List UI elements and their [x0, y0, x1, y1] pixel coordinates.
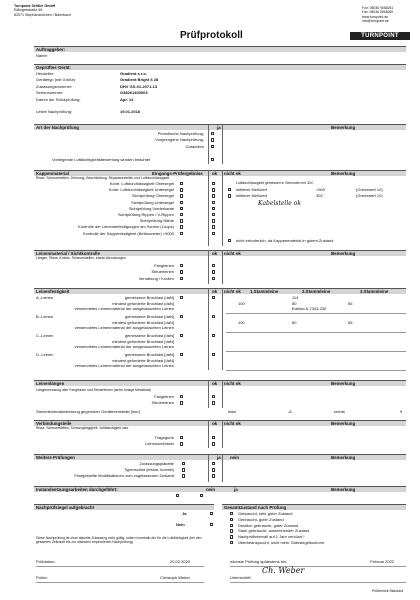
- checkbox-ok[interactable]: [180, 401, 183, 404]
- device-label: Gerätetyp (mit Größe):: [36, 77, 77, 83]
- nachpruefung-item: Gutachten: [185, 143, 204, 149]
- last-check-value: 19.01.2018: [120, 109, 141, 114]
- strength-value: 80: [292, 319, 297, 325]
- leinen-item: Vernähung / Knoten: [138, 275, 174, 281]
- condition-item: Überbeansprucht, nicht mehr Gütesiegelkonform: [238, 540, 325, 545]
- pruefer-label: Prüfer:: [36, 575, 49, 580]
- date-value: 20.02.2020: [170, 559, 191, 564]
- checkbox-ok[interactable]: [180, 182, 183, 185]
- strength-row-label: verwendetes Leinenmaterial der ausgetauschten Leinen: [74, 306, 174, 312]
- siegel-nein-label: Nein: [176, 522, 185, 527]
- strength-row-label: mindest geforderte Bruchlast [daN]: [112, 300, 174, 306]
- checkbox-condition[interactable]: [230, 524, 233, 527]
- section-header-laengen: Leinenlängen ok nicht ok Bemerkung: [34, 380, 406, 386]
- checkbox-nicht-ok[interactable]: [212, 201, 215, 204]
- checkbox-ok[interactable]: [180, 201, 183, 204]
- strength-row-label: mindest geforderte Bruchlast [daN]: [112, 338, 174, 344]
- contact-mail: info@turnpoint.de: [362, 19, 389, 24]
- name-label: Name:: [36, 53, 48, 58]
- pruefer-value: Christoph Weber: [160, 575, 190, 580]
- checkbox-nicht-ok[interactable]: [212, 315, 215, 318]
- checkbox-nicht-ok[interactable]: [212, 277, 215, 280]
- checkbox-nicht-ok[interactable]: [212, 264, 215, 267]
- divider: [222, 380, 223, 408]
- strength-value: 65: [348, 319, 353, 325]
- kappen-sub: Risse, Scheuerstellen, Dehnung, Beschichtung, Reparaturstellen und Luftdurchlässigkeit: [36, 176, 170, 180]
- checkbox-ok[interactable]: [180, 315, 183, 318]
- checkbox-ok[interactable]: [180, 264, 183, 267]
- device-label: Zulassungsnummer:: [36, 83, 73, 89]
- divider: [208, 170, 209, 246]
- condition-item: Nachprüfintervall auf 1 Jahr verkürzt !: [238, 534, 305, 540]
- strength-row-label: verwendetes Leinenmaterial der ausgetauschten Leinen: [74, 344, 174, 350]
- divider: [208, 420, 209, 448]
- checkbox-nicht-ok[interactable]: [212, 219, 215, 222]
- divider: [208, 250, 209, 284]
- strength-row-label: mindest geforderte Bruchlast [daN]: [112, 319, 174, 325]
- mess1-limit: (Grenzwert 10): [356, 187, 383, 192]
- section-header-weitere: Weitere Prüfungen ja nein Bemerkung: [34, 454, 406, 460]
- condition-item: Gebraucht, sehr guter Zustand: [238, 511, 293, 516]
- company-city: 83071 Stephanskirchen / Baierbach: [14, 12, 71, 17]
- divider: [36, 566, 204, 567]
- divider: [208, 380, 209, 408]
- leinen-sub: Längen, Risse, Knicke, Scheuerstellen, starke Abnutzungen: [36, 256, 126, 260]
- condition-item: Stark gebraucht, ausreichender Zustand: [238, 528, 310, 534]
- checkbox-messwert[interactable]: [228, 188, 231, 191]
- kappen-note-bottom: nicht erforderlich, da Kappenmaterial in gutem Zustand: [236, 238, 334, 243]
- checkbox-nicht-erforderlich[interactable]: [228, 239, 231, 242]
- mess2-limit: (Grenzwert 10): [356, 193, 383, 198]
- strength-value: 100: [238, 300, 245, 306]
- checkbox-ok[interactable]: [180, 296, 183, 299]
- checkbox-ok[interactable]: [180, 225, 183, 228]
- divider: [36, 582, 204, 583]
- checkbox-siegel-nein[interactable]: [210, 523, 213, 526]
- checkbox-condition[interactable]: [230, 541, 233, 544]
- line-group-label: A.-Leinen: [36, 295, 54, 300]
- contact-fon: Fon: 08036 9068261: [362, 6, 394, 10]
- checkbox-instand-nein[interactable]: [176, 494, 179, 497]
- section-header-verbind: Verbindungsteile ok nicht ok Bemerkung: [34, 420, 406, 426]
- divider: [222, 288, 223, 370]
- checkbox-ok[interactable]: [180, 232, 183, 235]
- checkbox-nicht-ok[interactable]: [212, 436, 215, 439]
- verbind-item: Tragegurte: [154, 435, 174, 440]
- links-value: -8: [288, 409, 292, 414]
- checkbox-nicht-ok[interactable]: [212, 442, 215, 445]
- checkbox-ok[interactable]: [180, 207, 183, 210]
- checkbox-ja[interactable]: [182, 474, 185, 477]
- device-value: Gradient Bright 6 28: [120, 77, 159, 83]
- strength-value: 114: [292, 295, 299, 300]
- company-name: Turnpoint Seiltier GmbH: [14, 4, 56, 8]
- checkbox-nein[interactable]: [212, 468, 215, 471]
- device-label: Hersteller:: [36, 71, 55, 76]
- device-value: Gradient s.r.o.: [120, 71, 147, 76]
- divider: [226, 313, 406, 314]
- checkbox-ok[interactable]: [180, 213, 183, 216]
- checkbox-condition[interactable]: [230, 512, 233, 515]
- section-header-geraet: Geprüftes Gerät:: [34, 64, 406, 70]
- next-value: Februar 2022: [370, 559, 395, 564]
- kappen-note-head: Luftdurchlässigkeit gemessen in Sekunden mit JDC: [236, 181, 314, 185]
- stamp-note: Prüfbericht Standard: [372, 589, 404, 593]
- section-header-gesamtzustand: Gesamtzustand nach Prüfung: [222, 504, 406, 510]
- kappen-item: Kontrolle der Leinenbefestigungen am Schirm (Loops): [78, 224, 174, 230]
- mess1-value: >500: [316, 187, 326, 192]
- checkbox-nicht-ok[interactable]: [212, 207, 215, 210]
- divider: [230, 566, 406, 567]
- section-header-nachpruefung: Art der Nachprüfung ja Bemerkung: [34, 124, 406, 130]
- checkbox-ok[interactable]: [180, 194, 183, 197]
- strength-row-label: gemessene Bruchlast [daN]: [124, 333, 174, 338]
- checkbox-ok[interactable]: [180, 270, 183, 273]
- checkbox-nicht-ok[interactable]: [212, 270, 215, 273]
- contact-web: www.turnpoint.de: [362, 14, 389, 19]
- divider: [230, 582, 406, 583]
- checkbox-nachpruefung[interactable]: [211, 138, 214, 141]
- kappen-item: Sichtprüfung Rippen / V-Rippen: [117, 212, 174, 217]
- sign-label: Unterschrift:: [230, 575, 252, 580]
- checkbox-ok[interactable]: [180, 188, 183, 191]
- page-title: Prüfprotokoll: [180, 30, 243, 41]
- divider: [226, 332, 406, 333]
- device-label: Seriennummer:: [36, 90, 64, 96]
- checkbox-ok[interactable]: [180, 436, 183, 439]
- divider: [222, 124, 223, 164]
- checkbox-nicht-ok[interactable]: [212, 232, 215, 235]
- divider: [208, 124, 209, 164]
- device-value: DHV GS-01-2071-13: [120, 83, 158, 89]
- strength-value: 65: [348, 300, 353, 306]
- turnpoint-logo: TURNPOINT: [350, 32, 410, 40]
- verbind-item: Leinenschlösser: [145, 441, 174, 447]
- strength-row-label: verwendetes Leinenmaterial der ausgetauschten Leinen: [74, 363, 174, 369]
- strength-row-label: mindest geforderte Bruchlast [daN]: [112, 357, 174, 363]
- kappen-item: Kontrolle der Kappenfestigkeit (Bettsometer) >9000: [82, 230, 174, 236]
- mess2-value: 302: [316, 193, 323, 198]
- checkbox-nicht-ok[interactable]: [212, 213, 215, 216]
- device-label: Datum der Stückprüfung:: [36, 96, 81, 102]
- checkbox-ja[interactable]: [182, 462, 185, 465]
- checkbox-nein[interactable]: [212, 462, 215, 465]
- siegel-note: Diese Nachprüfung ist ohne aktuelle Zulassung nicht gültig, sofern innerhalb der für die Luftdichtigkeit (bei den gesamten Zeitraum bis zur nächsten empfohlenen Nachprüfung): [36, 536, 202, 545]
- divider: [222, 170, 223, 246]
- checkbox-ok[interactable]: [180, 353, 183, 356]
- checkbox-nicht-ok[interactable]: [212, 225, 215, 228]
- laengen-sub: Längenmessung aller Fangleinen und Steuerleinen (siehe Anlage Messblatt): [36, 388, 151, 392]
- handwritten-note: Kabelstelle ok: [258, 200, 301, 207]
- checkbox-nicht-ok[interactable]: [212, 182, 215, 185]
- condition-item: Deutlich gebraucht, guter Zustand: [238, 522, 299, 528]
- checkbox-nicht-ok[interactable]: [212, 353, 215, 356]
- weitere-item: Zulassungsplakette: [139, 461, 174, 466]
- company-block: [14, 4, 71, 17]
- divider: [208, 288, 209, 370]
- divider: [222, 420, 223, 448]
- contact-block: [362, 6, 393, 24]
- strength-row-label: verwendetes Leinenmaterial der ausgetauschten Leinen: [74, 325, 174, 331]
- divider: [208, 454, 209, 482]
- section-header-instand: Instandsetzungsarbeiten durchgeführt: nein ja Bemerkung: [34, 486, 406, 492]
- checkbox-condition[interactable]: [230, 529, 233, 532]
- checkbox-note[interactable]: [211, 158, 214, 161]
- checkbox-ok[interactable]: [180, 334, 183, 337]
- signature: Ch. Weber: [262, 566, 305, 575]
- strength-value: 80: [292, 300, 297, 306]
- contact-fax: Fax: 08036 9068260: [362, 10, 394, 15]
- leinen-item: Fangleinen: [154, 263, 174, 268]
- checkbox-nicht-ok[interactable]: [212, 401, 215, 404]
- next-label: nächste Prüfung spätestens bis:: [230, 559, 287, 564]
- leinen-item: Steuerleinen: [151, 269, 174, 275]
- checkbox-ok[interactable]: [180, 395, 183, 398]
- section-header-siegel: Nachprüfsiegel aufgebracht: [34, 504, 214, 510]
- checkbox-nachpruefung[interactable]: [211, 145, 214, 148]
- section-header-kappen: Kappenmaterial Eingangs-Prüfergebniss ok nicht ok Bemerkung: [34, 170, 406, 176]
- weitere-item: Typenschild (lesbar, korrekt): [123, 467, 174, 473]
- kappen-item: Sichtprüfung Untersegel: [131, 199, 174, 205]
- checkbox-nicht-ok[interactable]: [212, 188, 215, 191]
- strength-value: Edelrid A-7343-230: [292, 306, 327, 312]
- diff-label: Steuerleinenabweichung gegenüber Geräteeinmblatt [mm]: [36, 409, 140, 414]
- checkbox-messwert[interactable]: [228, 194, 231, 197]
- checkbox-ja[interactable]: [182, 468, 185, 471]
- strength-row-label: gemessene Bruchlast [daN]: [124, 295, 174, 300]
- line-group-label: D.-Leinen: [36, 352, 54, 357]
- strength-row-label: gemessene Bruchlast [daN]: [124, 314, 174, 319]
- verbind-sub: Risse, Scheuerstellen, Schwergängigkeit, Vollständigkeit usw.: [36, 426, 129, 430]
- divider: [222, 250, 223, 284]
- condition-item: Gebraucht, guter Zustand: [238, 516, 284, 522]
- checkbox-ok[interactable]: [180, 442, 183, 445]
- checkbox-nachpruefung[interactable]: [211, 132, 214, 135]
- divider: [226, 370, 406, 371]
- divider: [222, 454, 223, 482]
- kappen-item: Kontr. Luftdurchlässigkeit Obersegel: [109, 181, 174, 186]
- company-street: Edlingerstraße 69: [14, 8, 43, 13]
- checkbox-nicht-ok[interactable]: [212, 395, 215, 398]
- kappen-item: Sichtprüfung Vorderkante: [128, 205, 174, 211]
- checkbox-condition[interactable]: [230, 518, 233, 521]
- laengen-item: Steuerleinen: [151, 400, 174, 406]
- device-value: G38261403003: [120, 90, 148, 96]
- date-label: Prüfdatum:: [36, 559, 56, 564]
- rechts-label: rechts: [334, 409, 345, 414]
- nachpruefung-note: Vorliegende Luftdichtigkeitsbewertung wurden beachtet: [52, 157, 151, 162]
- checkbox-nein[interactable]: [212, 474, 215, 477]
- rechts-value: 9: [400, 409, 403, 414]
- line-group-label: C.-Leinen: [36, 333, 54, 338]
- weitere-item: Festgestellte Modifikationen zum zugelassenen Zustand: [74, 473, 174, 479]
- section-header-auftraggeber: Auftraggeber:: [34, 46, 406, 52]
- checkbox-ok[interactable]: [180, 219, 183, 222]
- siegel-ja-label: Ja: [182, 511, 187, 516]
- laengen-item: Fangleinen: [154, 394, 174, 399]
- kappen-item: Sichtprüfung Nähte: [139, 218, 174, 224]
- checkbox-siegel-ja[interactable]: [210, 512, 213, 515]
- divider: [226, 351, 406, 352]
- section-header-leinen: Leinenmaterial / Sichtkontrolle ok nicht ok Bemerkung: [34, 250, 406, 256]
- device-value: Apr. 14: [120, 96, 134, 102]
- checkbox-instand-ja[interactable]: [200, 494, 203, 497]
- strength-value: 100: [238, 319, 245, 325]
- checkbox-nicht-ok[interactable]: [212, 194, 215, 197]
- nachpruefung-item: Vorgezogene Nachprüfung:: [155, 137, 204, 143]
- nachpruefung-item: Periodische-Nachprüfung:: [157, 131, 204, 136]
- kappen-item: Kontr. Luftdurchlässigkeit Untersegel: [108, 187, 174, 193]
- checkbox-condition[interactable]: [230, 535, 233, 538]
- links-label: links: [228, 409, 237, 414]
- section-header-festigkeit: Leinenfestigkeit ok nicht ok 1.Stammleine 2.Stammleine 3.Stammleine: [34, 288, 406, 294]
- kappen-item: Sichtprüfung Obersegel: [131, 193, 174, 199]
- checkbox-ok[interactable]: [180, 277, 183, 280]
- mess1-label: mittlerer Meßwert: [236, 187, 268, 192]
- line-group-label: B.-Leinen: [36, 314, 54, 319]
- mess2-label: mittlerer Meßwert: [236, 193, 268, 198]
- last-check-label: Letzte Nachprüfung:: [36, 109, 73, 114]
- checkbox-nicht-ok[interactable]: [212, 296, 215, 299]
- strength-row-label: gemessene Bruchlast [daN]: [124, 352, 174, 357]
- checkbox-nicht-ok[interactable]: [212, 334, 215, 337]
